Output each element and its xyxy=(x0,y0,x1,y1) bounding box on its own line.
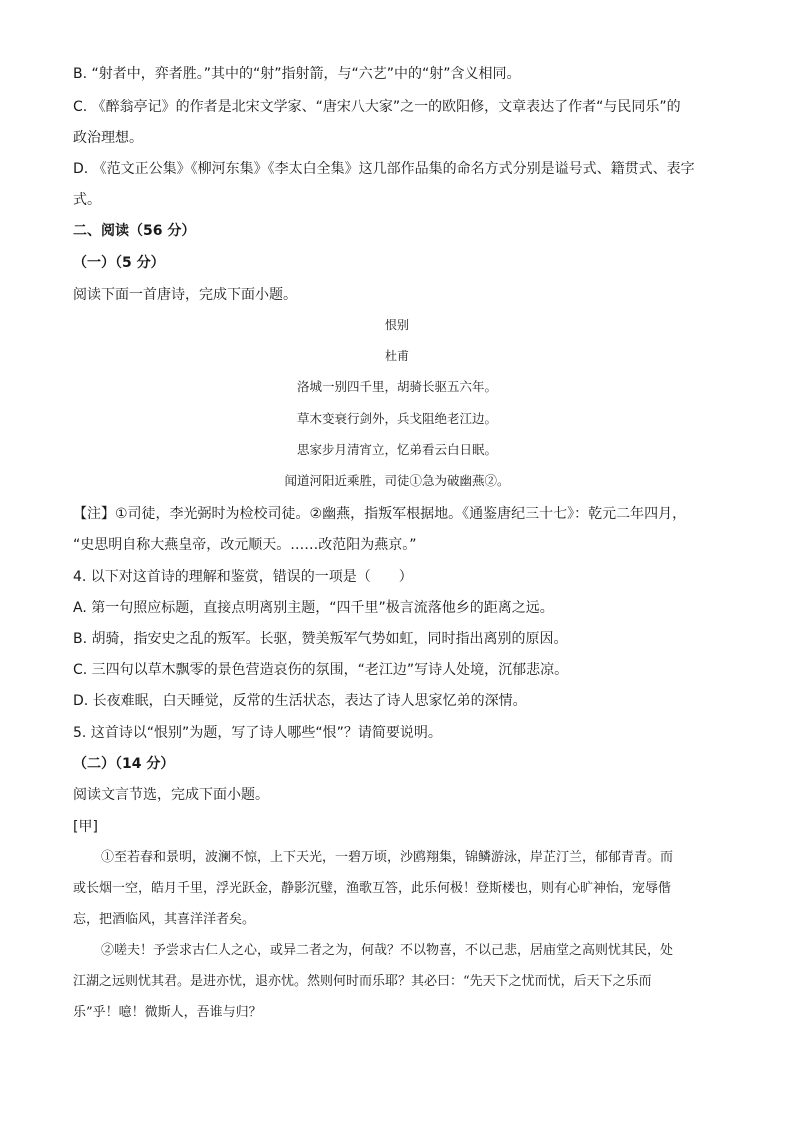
poem-line-1: 洛城一别四千里，胡骑长驱五六年。 xyxy=(296,379,497,394)
part2-instruction: 阅读文言节选，完成下面小题。 xyxy=(73,787,269,803)
poem-line-2: 草木变衰行剑外，兵戈阻绝老江边。 xyxy=(296,411,497,426)
poem-author: 杜甫 xyxy=(384,349,409,363)
choice-c-line1: C. 《醉翁亭记》的作者是北宋文学家、“唐宋八大家”之一的欧阳修，文章表达了作者“与民同乐”的 xyxy=(73,99,681,115)
question-4-option-a: A. 第一句照应标题，直接点明离别主题，“四千里”极言流落他乡的距离之远。 xyxy=(73,600,554,616)
question-4-option-c: C. 三四句以草木飘零的景色营造哀伤的氛围，“老江边”写诗人处境，沉郁悲凉。 xyxy=(73,662,569,678)
part2-heading: （二）（14 分） xyxy=(73,756,175,772)
poem-line-4: 闻道河阳近乘胜，司徒①急为破幽燕②。 xyxy=(284,473,510,488)
note-line-2: “史思明自称大燕皇帝，改元顺天。……改范阳为燕京。” xyxy=(73,537,417,553)
poem-line-3: 思家步月清宵立，忆弟看云白日眠。 xyxy=(296,442,497,457)
passage-label: [甲] xyxy=(73,819,98,835)
part1-instruction: 阅读下面一首唐诗，完成下面小题。 xyxy=(73,287,297,303)
passage-para1-line1: ①至若春和景明，波澜不惊，上下天光，一碧万顷，沙鸥翔集，锦鳞游泳，岸芷汀兰，郁郁青青。而 xyxy=(101,850,674,865)
question-4-option-d: D. 长夜难眠，白天睡觉，反常的生活状态，表达了诗人思家忆弟的深情。 xyxy=(73,693,527,709)
choice-b: B. “射者中，弈者胜。”其中的“射”指射箭，与“六艺”中的“射”含义相同。 xyxy=(73,66,521,82)
passage-para2-line1: ②嗟夫！予尝求古仁人之心，或异二者之为，何哉？不以物喜，不以己悲，居庙堂之高则忧其民，处 xyxy=(101,943,674,958)
section-heading: 二、阅读（56 分） xyxy=(73,223,196,239)
poem-title: 恨别 xyxy=(384,318,409,332)
question-5-stem: 5. 这首诗以“恨别”为题，写了诗人哪些“恨”？请简要说明。 xyxy=(73,725,442,741)
choice-c-line2: 政治理想。 xyxy=(73,130,143,146)
passage-para1-line2: 或长烟一空，皓月千里，浮光跃金，静影沉璧，渔歌互答，此乐何极！登斯楼也，则有心旷神怡，宠辱偕 xyxy=(73,881,672,896)
choice-d-line1: D. 《范文正公集》《柳河东集》《李太白全集》这几部作品集的命名方式分别是谥号式、籍贯式、表字 xyxy=(73,161,695,177)
note-line-1: 【注】①司徒，李光弼时为检校司徒。②幽燕，指叛军根据地。《通鉴唐纪三十七》：乾元二年四月， xyxy=(73,506,687,522)
passage-para2-line2: 江湖之远则忧其君。是进亦忧，退亦忧。然则何时而乐耶？其必曰：“先天下之忧而忧，后天下之乐而 xyxy=(73,974,652,989)
passage-para2-line3: 乐”乎！噫！微斯人，吾谁与归？ xyxy=(73,1005,262,1020)
question-4-stem: 4. 以下对这首诗的理解和鉴赏，错误的一项是（ ） xyxy=(73,569,413,585)
choice-d-line2: 式。 xyxy=(73,192,101,208)
question-4-option-b: B. 胡骑，指安史之乱的叛军。长驱，赞美叛军气势如虹，同时指出离别的原因。 xyxy=(73,631,568,647)
part1-heading: （一）（5 分） xyxy=(73,255,165,271)
passage-para1-line3: 忘，把酒临风，其喜洋洋者矣。 xyxy=(73,912,256,927)
